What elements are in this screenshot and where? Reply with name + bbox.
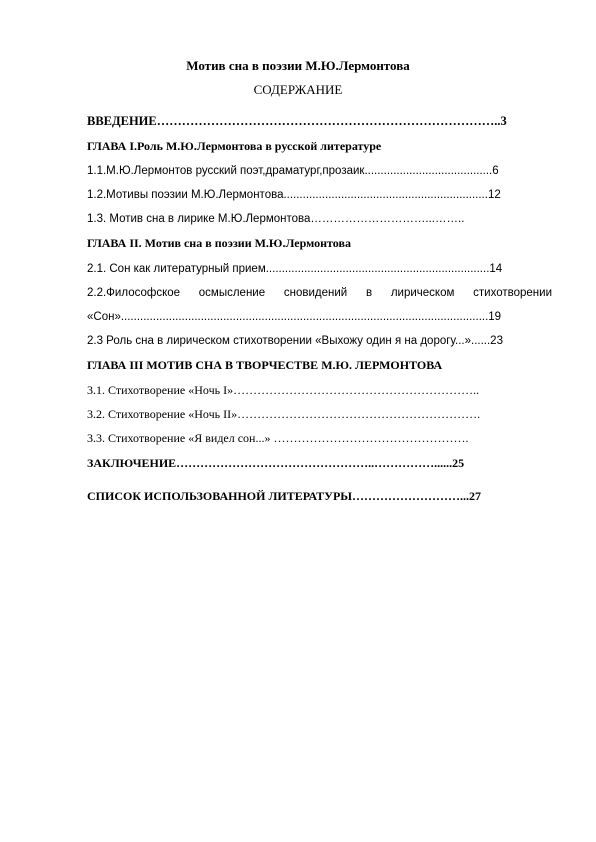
toc-entry-2-2-line1 [87, 286, 552, 300]
toc-entry-1-1: 1.1.М.Ю.Лермонтов русский поэт,драматург,прозаик........................................6 [87, 165, 499, 177]
toc-entry-3-3: 3.3. Стихотворение «Я видел сон...» …………………………………………. [87, 431, 469, 445]
toc-entry-introduction: ВВЕДЕНИЕ………………………………………………………………………..3 [87, 114, 507, 128]
toc-entry-bibliography: СПИСОК ИСПОЛЬЗОВАННОЙ ЛИТЕРАТУРЫ………………………...27 [87, 489, 482, 503]
word: осмысление [198, 287, 266, 299]
word: лирическом [390, 287, 455, 299]
toc-entry-conclusion: ЗАКЛЮЧЕНИЕ…………………………………………..……………......25 [87, 456, 465, 470]
toc-entry-1-2: 1.2.Мотивы поэзии М.Ю.Лермонтова................................................................12 [87, 189, 501, 201]
toc-entry-chapter-2: ГЛАВА II. Мотив сна в поэзии М.Ю.Лермонтова [87, 236, 351, 250]
toc-entry-chapter-1: ГЛАВА I.Роль М.Ю.Лермонтова в русской литературе [87, 139, 382, 153]
toc-entry-3-2: 3.2. Стихотворение «Ночь II»……………………………………………………. [87, 407, 481, 421]
word: в [365, 287, 373, 299]
toc-heading: СОДЕРЖАНИЕ [253, 82, 343, 97]
toc-entry-2-1: 2.1. Сон как литературный прием......................................................................14 [87, 263, 503, 275]
word: сновидений [283, 287, 348, 299]
word: 2.2.Философское [87, 287, 181, 299]
toc-entry-chapter-3: ГЛАВА III МОТИВ СНА В ТВОРЧЕСТВЕ М.Ю. ЛЕРМОНТОВА [87, 358, 443, 372]
toc-entry-3-1: 3.1. Стихотворение «Ночь I»…………………………………………………….. [87, 383, 480, 397]
toc-entry-1-3: 1.3. Мотив сна в лирике М.Ю.Лермонтова…………………………...…….. [87, 213, 465, 225]
toc-entry-2-3: 2.3 Роль сна в лирическом стихотворении «Выхожу один я на дорогу...»......23 [87, 335, 503, 347]
word: стихотворении [473, 287, 552, 299]
document-title: Мотив сна в поэзии М.Ю.Лермонтова [186, 58, 410, 73]
toc-entry-2-2-line2: «Сон»...................................................................................................................19 [87, 311, 502, 323]
